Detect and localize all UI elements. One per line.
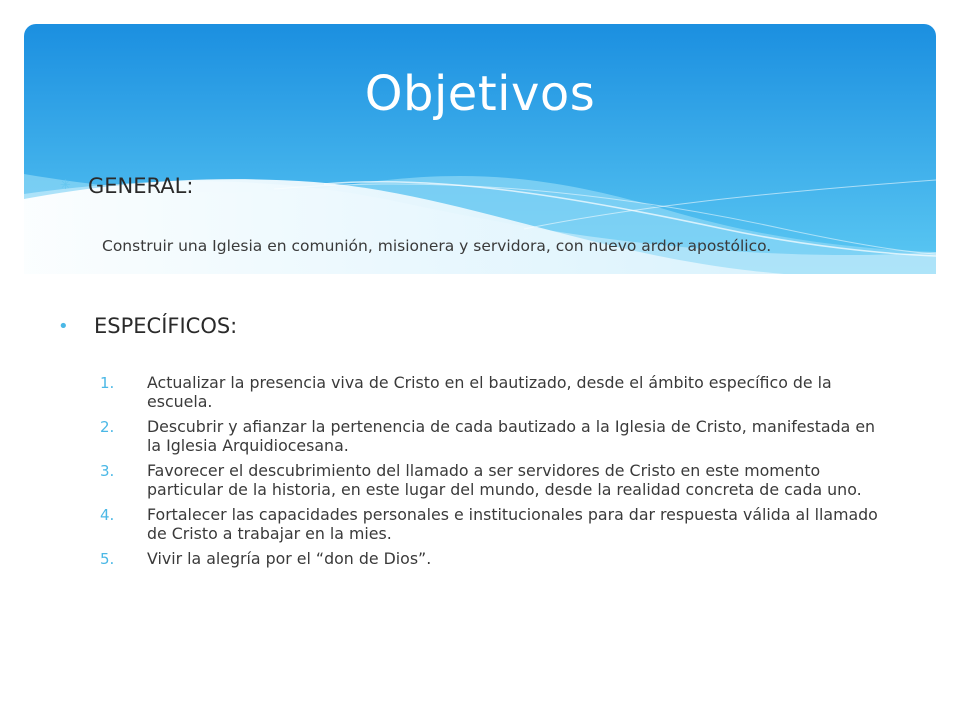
slide-title: Objetivos bbox=[364, 66, 596, 122]
list-item bbox=[100, 506, 890, 543]
list-item bbox=[100, 550, 890, 569]
especificos-heading bbox=[58, 314, 237, 338]
specific-objectives-list bbox=[100, 374, 890, 576]
dot-bullet-icon: • bbox=[58, 316, 69, 337]
list-item-text: Actualizar la presencia viva de Cristo en el bautizado, desde el ámbito específico de la escuela. bbox=[147, 373, 832, 411]
list-item-text: Descubrir y afianzar la pertenencia de cada bautizado a la Iglesia de Cristo, manifestada en la Iglesia Arquidiocesana. bbox=[147, 417, 876, 455]
list-item bbox=[100, 418, 890, 455]
list-item-text: Fortalecer las capacidades personales e institucionales para dar respuesta válida al llamado de Cristo a trabajar en la mies. bbox=[147, 505, 878, 543]
list-item bbox=[100, 462, 890, 499]
general-heading bbox=[60, 174, 193, 198]
list-item bbox=[100, 374, 890, 411]
especificos-heading-label: ESPECÍFICOS: bbox=[94, 314, 238, 338]
list-item-number: 3. bbox=[100, 462, 115, 480]
list-item-text: Favorecer el descubrimiento del llamado a ser servidores de Cristo en este momento particular de la historia, en este lugar del mundo, desde la realidad concreta de cada uno. bbox=[147, 461, 862, 499]
asterisk-bullet-icon: ✳ bbox=[60, 178, 71, 193]
list-item-number: 5. bbox=[100, 550, 115, 568]
general-objective-text: Construir una Iglesia en comunión, misionera y servidora, con nuevo ardor apostólico. bbox=[102, 237, 772, 255]
general-heading-label: GENERAL: bbox=[88, 174, 194, 198]
list-item-number: 1. bbox=[100, 374, 115, 392]
list-item-number: 2. bbox=[100, 418, 115, 436]
list-item-number: 4. bbox=[100, 506, 115, 524]
list-item-text: Vivir la alegría por el “don de Dios”. bbox=[147, 549, 432, 568]
